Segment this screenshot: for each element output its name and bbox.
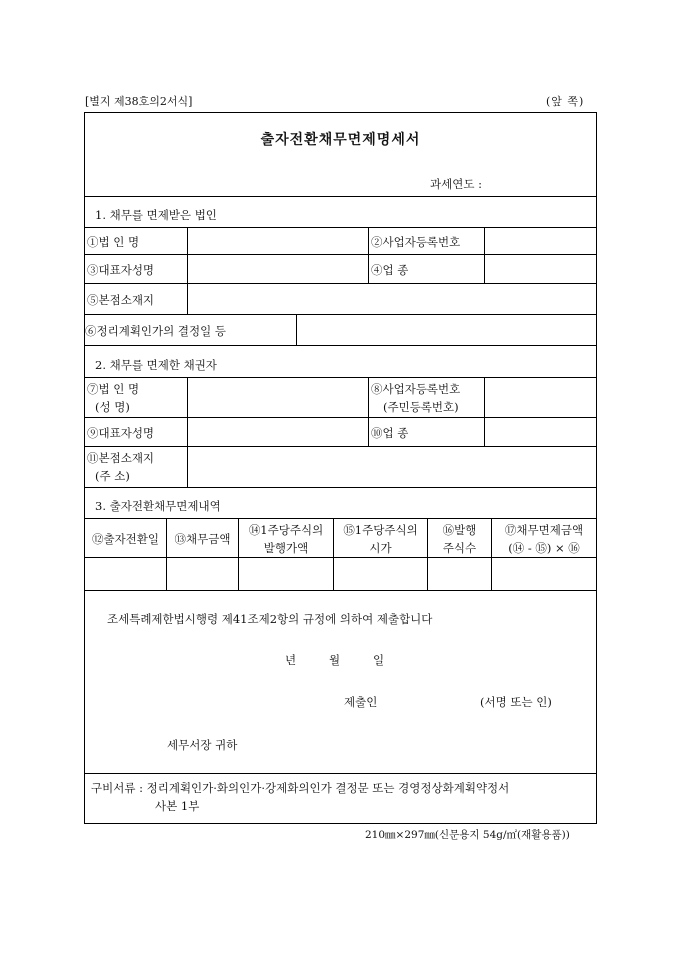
col-exemption-amount: ⑰채무면제금액 [504, 523, 584, 537]
attachments-line2: 사본 1부 [155, 799, 200, 813]
hq-field[interactable] [188, 284, 595, 314]
creditor-industry-field[interactable] [485, 418, 595, 446]
corp-name-label: ①법 인 명 [87, 235, 140, 249]
section2-row-rep [85, 418, 596, 447]
section1-row-decision [85, 315, 596, 346]
col-market-price-sub: 시가 [369, 541, 392, 555]
section1-row-hq [85, 284, 596, 315]
section1-row-corp [85, 228, 596, 255]
creditor-rep-field[interactable] [188, 418, 368, 446]
shares-issued-field[interactable] [428, 558, 491, 590]
section1-heading-row [85, 197, 596, 228]
section1-row-rep [85, 255, 596, 284]
industry-label: ④업 종 [371, 263, 409, 277]
col-exemption-formula: (⑭ - ⑮) × ⑯ [508, 541, 580, 555]
conversion-date-field[interactable] [85, 558, 166, 590]
section2-row-corp [85, 378, 596, 418]
addressee: 세무서장 귀하 [167, 738, 238, 752]
creditor-name-sublabel: (성 명) [95, 400, 130, 414]
decision-date-label: ⑥정리계획인가의 결정일 등 [85, 324, 227, 338]
signature-label: (서명 또는 인) [480, 695, 552, 709]
declaration-statement: 조세특례제한법시행령 제41조제2항의 규정에 의하여 제출합니다 [107, 612, 433, 626]
date-year: 년 [285, 653, 297, 667]
hq-label: ⑤본점소재지 [87, 293, 155, 307]
exemption-amount-field[interactable] [492, 558, 595, 590]
section3-data-row [85, 558, 596, 591]
creditor-hq-label: ⑪본점소재지 [87, 451, 155, 465]
issue-price-field[interactable] [239, 558, 333, 590]
corp-name-field[interactable] [188, 228, 368, 254]
declaration-block [85, 591, 596, 774]
col-shares-issued-sub: 주식수 [442, 541, 477, 555]
industry-field[interactable] [485, 255, 595, 283]
col-market-price: ⑮1주당주식의 [343, 523, 418, 537]
page-side-label: (앞 쪽) [546, 95, 585, 108]
section3-header-row [85, 519, 596, 558]
date-day: 일 [373, 653, 385, 667]
section2-heading-row [85, 346, 596, 378]
creditor-name-field[interactable] [188, 378, 368, 417]
paper-spec-note: 210㎜×297㎜(신문용지 54g/㎡(재활용품)) [365, 829, 570, 841]
section1-heading: 1. 채무를 면제받은 법인 [95, 208, 217, 222]
date-month: 월 [329, 653, 341, 667]
section2-row-hq [85, 447, 596, 488]
market-price-field[interactable] [334, 558, 427, 590]
col-issue-price-sub: 발행가액 [263, 541, 309, 555]
col-conversion-date: ⑫출자전환일 [91, 532, 160, 546]
section3-heading-row [85, 488, 596, 519]
col-issue-price: ⑭1주당주식의 [248, 523, 324, 537]
creditor-industry-label: ⑩업 종 [371, 426, 409, 440]
decision-date-field[interactable] [297, 315, 595, 345]
form-table [84, 112, 597, 824]
creditor-name-label: ⑦법 인 명 [87, 382, 140, 396]
section3-heading: 3. 출자전환채무면제내역 [95, 499, 221, 513]
col-debt-amount: ⑬채무금액 [174, 532, 231, 546]
rep-name-label: ③대표자성명 [87, 263, 155, 277]
creditor-hq-field[interactable] [188, 447, 595, 487]
creditor-resident-no-label: (주민등록번호) [383, 400, 459, 414]
biz-no-label: ②사업자등록번호 [371, 235, 461, 249]
creditor-rep-label: ⑨대표자성명 [87, 426, 155, 440]
section2-heading: 2. 채무를 면제한 채권자 [95, 358, 217, 372]
attachments-line1: 구비서류 : 정리계획인가·화의인가·강제화의인가 결정문 또는 경영정상화계획약정서 [91, 781, 510, 795]
title-block [85, 113, 596, 197]
rep-name-field[interactable] [188, 255, 368, 283]
col-shares-issued: ⑯발행 [442, 523, 477, 537]
submitter-label: 제출인 [344, 695, 378, 709]
tax-year-label: 과세연도 : [430, 177, 482, 191]
debt-amount-field[interactable] [167, 558, 238, 590]
creditor-biz-no-label: ⑧사업자등록번호 [371, 382, 461, 396]
creditor-address-label: (주 소) [95, 469, 130, 483]
creditor-biz-no-field[interactable] [485, 378, 595, 417]
form-title: 출자전환채무면제명세서 [260, 132, 421, 148]
form-number: [별지 제38호의2서식] [85, 95, 193, 108]
biz-no-field[interactable] [485, 228, 595, 254]
